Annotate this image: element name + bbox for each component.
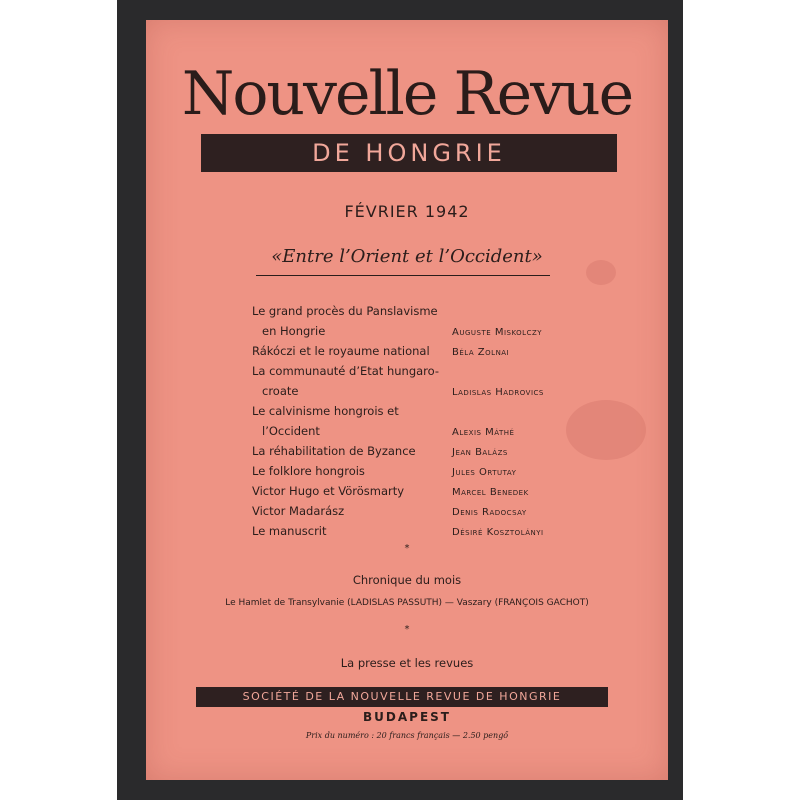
article-author: Alexis Máthé	[452, 427, 515, 438]
article-title: La réhabilitation de Byzance	[252, 444, 416, 458]
article-author: Marcel Benedek	[452, 487, 529, 498]
article-title: La communauté d’Etat hungaro-	[252, 364, 440, 378]
issue-date: FÉVRIER 1942	[344, 202, 470, 221]
publisher-band	[196, 687, 608, 707]
publisher-name: SOCIÉTÉ DE LA NOUVELLE REVUE DE HONGRIE	[242, 690, 562, 703]
publisher-city: BUDAPEST	[363, 710, 451, 724]
article-title: l’Occident	[262, 424, 320, 438]
article-title: croate	[262, 384, 299, 398]
article-author: Jean Balázs	[452, 447, 508, 458]
article-title: Le manuscrit	[252, 524, 327, 538]
article-author: Denis Radocsay	[452, 507, 527, 518]
article-author: Béla Zolnai	[452, 347, 510, 358]
chronique-title: Chronique du mois	[352, 573, 462, 587]
subtitle-band-text: DE HONGRIE	[312, 139, 506, 167]
article-title: en Hongrie	[262, 324, 326, 338]
article-title: Rákóczi et le royaume national	[252, 344, 430, 358]
article-author: Désiré Kosztolányi	[452, 527, 544, 538]
separator-star: *	[404, 543, 410, 554]
article-author: Auguste Miskolczy	[452, 327, 543, 338]
article-title: Victor Madarász	[252, 504, 345, 518]
article-title: Le grand procès du Panslavisme	[252, 304, 438, 318]
separator-star: *	[404, 624, 410, 635]
magazine-title: Nouvelle Revue	[181, 59, 633, 129]
paper-stain	[566, 400, 646, 460]
article-title: Le calvinisme hongrois et	[252, 404, 399, 418]
issue-price: Prix du numéro : 20 francs français — 2.50 pengő	[305, 731, 509, 740]
issue-theme: «Entre l’Orient et l’Occident»	[271, 246, 543, 267]
article-title: Le folklore hongrois	[252, 464, 365, 478]
article-author: Ladislas Hadrovics	[452, 387, 544, 398]
chronique-line: Le Hamlet de Transylvanie (LADISLAS PASSUTH) — Vaszary (FRANÇOIS GACHOT)	[225, 598, 589, 608]
subtitle-band	[201, 134, 617, 172]
article-author: Jules Ortutay	[452, 467, 517, 478]
article-title: Victor Hugo et Vörösmarty	[252, 484, 405, 498]
magazine-cover	[146, 20, 668, 780]
presse-section: La presse et les revues	[340, 656, 474, 670]
theme-underline	[256, 275, 550, 276]
